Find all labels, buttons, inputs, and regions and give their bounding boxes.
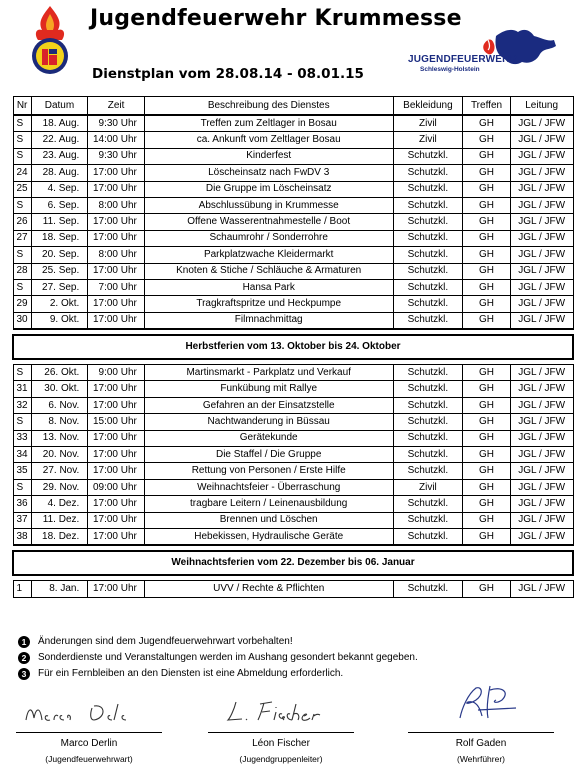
table-row xyxy=(13,148,573,164)
cell-treffen: GH xyxy=(463,496,511,512)
column-header-treffen: Treffen xyxy=(463,97,511,116)
signature-block-jugendgruppenleiter xyxy=(206,690,356,766)
cell-leitung: JGL / JFW xyxy=(510,165,573,181)
cell-datum: 27. Sep. xyxy=(31,279,88,295)
holiday-banner: Weihnachtsferien vom 22. Dezember bis 06. Januar xyxy=(13,551,573,575)
cell-bekleidung: Schutzkl. xyxy=(393,148,463,164)
page-title: Jugendfeuerwehr Krummesse xyxy=(90,6,462,31)
cell-zeit: 17:00 Uhr xyxy=(88,296,145,312)
column-header-zeit: Zeit xyxy=(88,97,145,116)
signatory-name: Léon Fischer xyxy=(252,738,310,749)
cell-treffen: GH xyxy=(463,247,511,263)
cell-zeit: 17:00 Uhr xyxy=(88,181,145,197)
cell-zeit: 8:00 Uhr xyxy=(88,197,145,213)
cell-bekleidung: Zivil xyxy=(393,132,463,148)
signature-block-wehrfuehrer xyxy=(406,690,556,766)
cell-datum: 18. Dez. xyxy=(31,528,88,545)
table-row xyxy=(13,496,573,512)
cell-treffen: GH xyxy=(463,397,511,413)
cell-datum: 4. Sep. xyxy=(31,181,88,197)
cell-beschreibung: Schaumrohr / Sonderrohre xyxy=(144,230,393,246)
table-row xyxy=(13,181,573,197)
cell-beschreibung: Offene Wasserentnahmestelle / Boot xyxy=(144,214,393,230)
note-number-badge: 2 xyxy=(18,652,30,664)
note-item xyxy=(16,650,566,666)
column-header-nr: Nr xyxy=(13,97,31,116)
cell-leitung: JGL / JFW xyxy=(510,365,573,381)
table-row xyxy=(13,414,573,430)
cell-nr: 31 xyxy=(13,381,31,397)
cell-datum: 20. Nov. xyxy=(31,447,88,463)
cell-beschreibung: Die Gruppe im Löscheinsatz xyxy=(144,181,393,197)
table-row xyxy=(13,397,573,413)
table-row xyxy=(13,197,573,213)
cell-beschreibung: Filmnachmittag xyxy=(144,312,393,329)
cell-treffen: GH xyxy=(463,181,511,197)
cell-nr: S xyxy=(13,279,31,295)
column-header-beschreibung: Beschreibung des Dienstes xyxy=(144,97,393,116)
cell-treffen: GH xyxy=(463,365,511,381)
cell-zeit: 8:00 Uhr xyxy=(88,247,145,263)
table-row xyxy=(13,479,573,495)
cell-zeit: 17:00 Uhr xyxy=(88,312,145,329)
table-row xyxy=(13,263,573,279)
cell-bekleidung: Schutzkl. xyxy=(393,365,463,381)
cell-leitung: JGL / JFW xyxy=(510,496,573,512)
cell-datum: 8. Jan. xyxy=(31,581,88,597)
cell-datum: 22. Aug. xyxy=(31,132,88,148)
logo-right-label: JUGENDFEUERWEHR xyxy=(408,54,517,65)
cell-zeit: 17:00 Uhr xyxy=(88,263,145,279)
note-number-badge: 1 xyxy=(18,636,30,648)
cell-bekleidung: Schutzkl. xyxy=(393,430,463,446)
cell-beschreibung: Tragkraftspritze und Heckpumpe xyxy=(144,296,393,312)
cell-leitung: JGL / JFW xyxy=(510,397,573,413)
handwritten-signature xyxy=(406,690,556,732)
signatory-name: Marco Derlin xyxy=(60,738,118,749)
cell-nr: 24 xyxy=(13,165,31,181)
cell-datum: 13. Nov. xyxy=(31,430,88,446)
cell-zeit: 9:30 Uhr xyxy=(88,115,145,132)
table-row xyxy=(13,247,573,263)
cell-treffen: GH xyxy=(463,581,511,597)
note-number-badge: 3 xyxy=(18,668,30,680)
logo-right-sublabel: Schleswig-Holstein xyxy=(420,66,480,73)
cell-nr: S xyxy=(13,414,31,430)
cell-zeit: 17:00 Uhr xyxy=(88,496,145,512)
cell-treffen: GH xyxy=(463,279,511,295)
cell-beschreibung: Kinderfest xyxy=(144,148,393,164)
cell-datum: 28. Aug. xyxy=(31,165,88,181)
signatory-name: Rolf Gaden xyxy=(455,738,507,749)
cell-leitung: JGL / JFW xyxy=(510,414,573,430)
cell-bekleidung: Schutzkl. xyxy=(393,447,463,463)
signature-scribble-icon xyxy=(206,690,356,732)
cell-nr: 28 xyxy=(13,263,31,279)
cell-nr: S xyxy=(13,132,31,148)
cell-bekleidung: Schutzkl. xyxy=(393,414,463,430)
cell-nr: 33 xyxy=(13,430,31,446)
note-text: Für ein Fernbleiben an den Diensten ist eine Abmeldung erforderlich. xyxy=(38,668,344,679)
cell-bekleidung: Schutzkl. xyxy=(393,247,463,263)
cell-treffen: GH xyxy=(463,381,511,397)
cell-bekleidung: Schutzkl. xyxy=(393,197,463,213)
cell-leitung: JGL / JFW xyxy=(510,430,573,446)
table-row xyxy=(13,430,573,446)
cell-nr: S xyxy=(13,247,31,263)
cell-leitung: JGL / JFW xyxy=(510,181,573,197)
cell-nr: S xyxy=(13,479,31,495)
cell-bekleidung: Schutzkl. xyxy=(393,512,463,528)
cell-leitung: JGL / JFW xyxy=(510,279,573,295)
cell-bekleidung: Schutzkl. xyxy=(393,312,463,329)
cell-treffen: GH xyxy=(463,414,511,430)
cell-nr: 29 xyxy=(13,296,31,312)
cell-zeit: 17:00 Uhr xyxy=(88,165,145,181)
cell-nr: S xyxy=(13,197,31,213)
cell-datum: 8. Nov. xyxy=(31,414,88,430)
signature-scribble-icon xyxy=(14,690,164,732)
table-row xyxy=(13,381,573,397)
cell-nr: 1 xyxy=(13,581,31,597)
cell-beschreibung: Gerätekunde xyxy=(144,430,393,446)
cell-bekleidung: Schutzkl. xyxy=(393,496,463,512)
cell-beschreibung: Löscheinsatz nach FwDV 3 xyxy=(144,165,393,181)
note-text: Änderungen sind dem Jugendfeuerwehrwart vorbehalten! xyxy=(38,636,293,647)
cell-leitung: JGL / JFW xyxy=(510,230,573,246)
cell-beschreibung: Nachtwanderung in Büssau xyxy=(144,414,393,430)
cell-zeit: 15:00 Uhr xyxy=(88,414,145,430)
cell-leitung: JGL / JFW xyxy=(510,115,573,132)
cell-datum: 26. Okt. xyxy=(31,365,88,381)
cell-beschreibung: tragbare Leitern / Leinenausbildung xyxy=(144,496,393,512)
cell-leitung: JGL / JFW xyxy=(510,581,573,597)
cell-treffen: GH xyxy=(463,312,511,329)
cell-nr: 37 xyxy=(13,512,31,528)
cell-nr: 38 xyxy=(13,528,31,545)
table-row xyxy=(13,230,573,246)
table-row xyxy=(13,115,573,132)
cell-zeit: 17:00 Uhr xyxy=(88,381,145,397)
cell-nr: 25 xyxy=(13,181,31,197)
cell-leitung: JGL / JFW xyxy=(510,296,573,312)
cell-leitung: JGL / JFW xyxy=(510,447,573,463)
cell-zeit: 7:00 Uhr xyxy=(88,279,145,295)
cell-leitung: JGL / JFW xyxy=(510,263,573,279)
table-row xyxy=(13,132,573,148)
cell-zeit: 17:00 Uhr xyxy=(88,214,145,230)
table-row xyxy=(13,512,573,528)
cell-bekleidung: Schutzkl. xyxy=(393,381,463,397)
cell-bekleidung: Schutzkl. xyxy=(393,528,463,545)
cell-bekleidung: Schutzkl. xyxy=(393,263,463,279)
signature-block-jugendfeuerwehrwart xyxy=(14,690,164,766)
cell-treffen: GH xyxy=(463,528,511,545)
cell-treffen: GH xyxy=(463,479,511,495)
column-header-leitung: Leitung xyxy=(510,97,573,116)
cell-beschreibung: UVV / Rechte & Pflichten xyxy=(144,581,393,597)
cell-datum: 4. Dez. xyxy=(31,496,88,512)
table-row xyxy=(13,312,573,329)
cell-beschreibung: Weihnachtsfeier - Überraschung xyxy=(144,479,393,495)
cell-datum: 20. Sep. xyxy=(31,247,88,263)
table-row xyxy=(13,214,573,230)
cell-treffen: GH xyxy=(463,165,511,181)
cell-treffen: GH xyxy=(463,115,511,132)
note-item xyxy=(16,634,566,650)
table-row xyxy=(13,165,573,181)
cell-treffen: GH xyxy=(463,430,511,446)
cell-zeit: 17:00 Uhr xyxy=(88,430,145,446)
signature-scribble-icon xyxy=(406,680,556,728)
cell-zeit: 14:00 Uhr xyxy=(88,132,145,148)
cell-treffen: GH xyxy=(463,463,511,479)
cell-leitung: JGL / JFW xyxy=(510,528,573,545)
cell-treffen: GH xyxy=(463,214,511,230)
cell-bekleidung: Schutzkl. xyxy=(393,463,463,479)
cell-treffen: GH xyxy=(463,230,511,246)
cell-beschreibung: Abschlussübung in Krummesse xyxy=(144,197,393,213)
cell-leitung: JGL / JFW xyxy=(510,247,573,263)
cell-beschreibung: Die Staffel / Die Gruppe xyxy=(144,447,393,463)
holiday-banner-row xyxy=(13,335,573,359)
cell-datum: 25. Sep. xyxy=(31,263,88,279)
cell-leitung: JGL / JFW xyxy=(510,197,573,213)
handwritten-signature xyxy=(14,690,164,732)
cell-leitung: JGL / JFW xyxy=(510,381,573,397)
duty-schedule-table xyxy=(12,96,574,598)
cell-beschreibung: Knoten & Stiche / Schläuche & Armaturen xyxy=(144,263,393,279)
notes-section xyxy=(16,634,566,682)
cell-beschreibung: Hebekissen, Hydraulische Geräte xyxy=(144,528,393,545)
cell-bekleidung: Schutzkl. xyxy=(393,581,463,597)
cell-treffen: GH xyxy=(463,512,511,528)
signatory-role: (Wehrführer) xyxy=(456,754,506,764)
cell-bekleidung: Schutzkl. xyxy=(393,230,463,246)
page-subtitle: Dienstplan vom 28.08.14 - 08.01.15 xyxy=(92,66,364,82)
table-row xyxy=(13,528,573,545)
cell-datum: 6. Nov. xyxy=(31,397,88,413)
cell-leitung: JGL / JFW xyxy=(510,463,573,479)
cell-datum: 11. Dez. xyxy=(31,512,88,528)
jugendfeuerwehr-emblem-icon xyxy=(28,4,72,76)
cell-nr: 35 xyxy=(13,463,31,479)
table-row xyxy=(13,581,573,597)
cell-datum: 30. Okt. xyxy=(31,381,88,397)
cell-beschreibung: Hansa Park xyxy=(144,279,393,295)
cell-treffen: GH xyxy=(463,447,511,463)
cell-datum: 18. Sep. xyxy=(31,230,88,246)
signatory-role: (Jugendgruppenleiter) xyxy=(239,754,323,764)
cell-treffen: GH xyxy=(463,263,511,279)
cell-zeit: 17:00 Uhr xyxy=(88,230,145,246)
cell-beschreibung: Treffen zum Zeltlager in Bosau xyxy=(144,115,393,132)
cell-nr: 36 xyxy=(13,496,31,512)
cell-zeit: 17:00 Uhr xyxy=(88,512,145,528)
cell-treffen: GH xyxy=(463,148,511,164)
cell-datum: 11. Sep. xyxy=(31,214,88,230)
cell-zeit: 17:00 Uhr xyxy=(88,463,145,479)
table-row xyxy=(13,365,573,381)
cell-nr: 26 xyxy=(13,214,31,230)
cell-leitung: JGL / JFW xyxy=(510,148,573,164)
cell-beschreibung: Parkplatzwache Kleidermarkt xyxy=(144,247,393,263)
cell-nr: S xyxy=(13,148,31,164)
holiday-banner-row xyxy=(13,551,573,575)
table-row xyxy=(13,463,573,479)
cell-beschreibung: ca. Ankunft vom Zeltlager Bosau xyxy=(144,132,393,148)
cell-beschreibung: Funkübung mit Rallye xyxy=(144,381,393,397)
cell-treffen: GH xyxy=(463,197,511,213)
cell-bekleidung: Schutzkl. xyxy=(393,279,463,295)
holiday-banner: Herbstferien vom 13. Oktober bis 24. Oktober xyxy=(13,335,573,359)
table-row xyxy=(13,296,573,312)
cell-zeit: 17:00 Uhr xyxy=(88,447,145,463)
cell-nr: S xyxy=(13,115,31,132)
cell-datum: 6. Sep. xyxy=(31,197,88,213)
cell-datum: 18. Aug. xyxy=(31,115,88,132)
cell-treffen: GH xyxy=(463,132,511,148)
cell-bekleidung: Schutzkl. xyxy=(393,181,463,197)
cell-bekleidung: Zivil xyxy=(393,115,463,132)
cell-nr: 34 xyxy=(13,447,31,463)
cell-nr: 30 xyxy=(13,312,31,329)
cell-zeit: 17:00 Uhr xyxy=(88,397,145,413)
cell-bekleidung: Schutzkl. xyxy=(393,214,463,230)
cell-zeit: 17:00 Uhr xyxy=(88,581,145,597)
signatory-role: (Jugendfeuerwehrwart) xyxy=(45,754,133,764)
cell-leitung: JGL / JFW xyxy=(510,214,573,230)
cell-leitung: JGL / JFW xyxy=(510,312,573,329)
cell-treffen: GH xyxy=(463,296,511,312)
cell-beschreibung: Martinsmarkt - Parkplatz und Verkauf xyxy=(144,365,393,381)
cell-leitung: JGL / JFW xyxy=(510,132,573,148)
cell-datum: 9. Okt. xyxy=(31,312,88,329)
cell-zeit: 9:00 Uhr xyxy=(88,365,145,381)
cell-datum: 29. Nov. xyxy=(31,479,88,495)
cell-bekleidung: Schutzkl. xyxy=(393,397,463,413)
cell-beschreibung: Gefahren an der Einsatzstelle xyxy=(144,397,393,413)
cell-leitung: JGL / JFW xyxy=(510,479,573,495)
handwritten-signature xyxy=(206,690,356,732)
table-row xyxy=(13,279,573,295)
cell-nr: S xyxy=(13,365,31,381)
cell-zeit: 09:00 Uhr xyxy=(88,479,145,495)
cell-bekleidung: Zivil xyxy=(393,479,463,495)
table-row xyxy=(13,447,573,463)
note-text: Sonderdienste und Veranstaltungen werden im Aushang gesondert bekannt gegeben. xyxy=(38,652,418,663)
cell-bekleidung: Schutzkl. xyxy=(393,296,463,312)
column-header-bekleidung: Bekleidung xyxy=(393,97,463,116)
cell-datum: 27. Nov. xyxy=(31,463,88,479)
cell-nr: 32 xyxy=(13,397,31,413)
table-header-row xyxy=(13,97,573,116)
cell-beschreibung: Brennen und Löschen xyxy=(144,512,393,528)
cell-zeit: 17:00 Uhr xyxy=(88,528,145,545)
cell-datum: 23. Aug. xyxy=(31,148,88,164)
cell-zeit: 9:30 Uhr xyxy=(88,148,145,164)
cell-bekleidung: Schutzkl. xyxy=(393,165,463,181)
cell-beschreibung: Rettung von Personen / Erste Hilfe xyxy=(144,463,393,479)
column-header-datum: Datum xyxy=(31,97,88,116)
cell-nr: 27 xyxy=(13,230,31,246)
cell-leitung: JGL / JFW xyxy=(510,512,573,528)
cell-datum: 2. Okt. xyxy=(31,296,88,312)
